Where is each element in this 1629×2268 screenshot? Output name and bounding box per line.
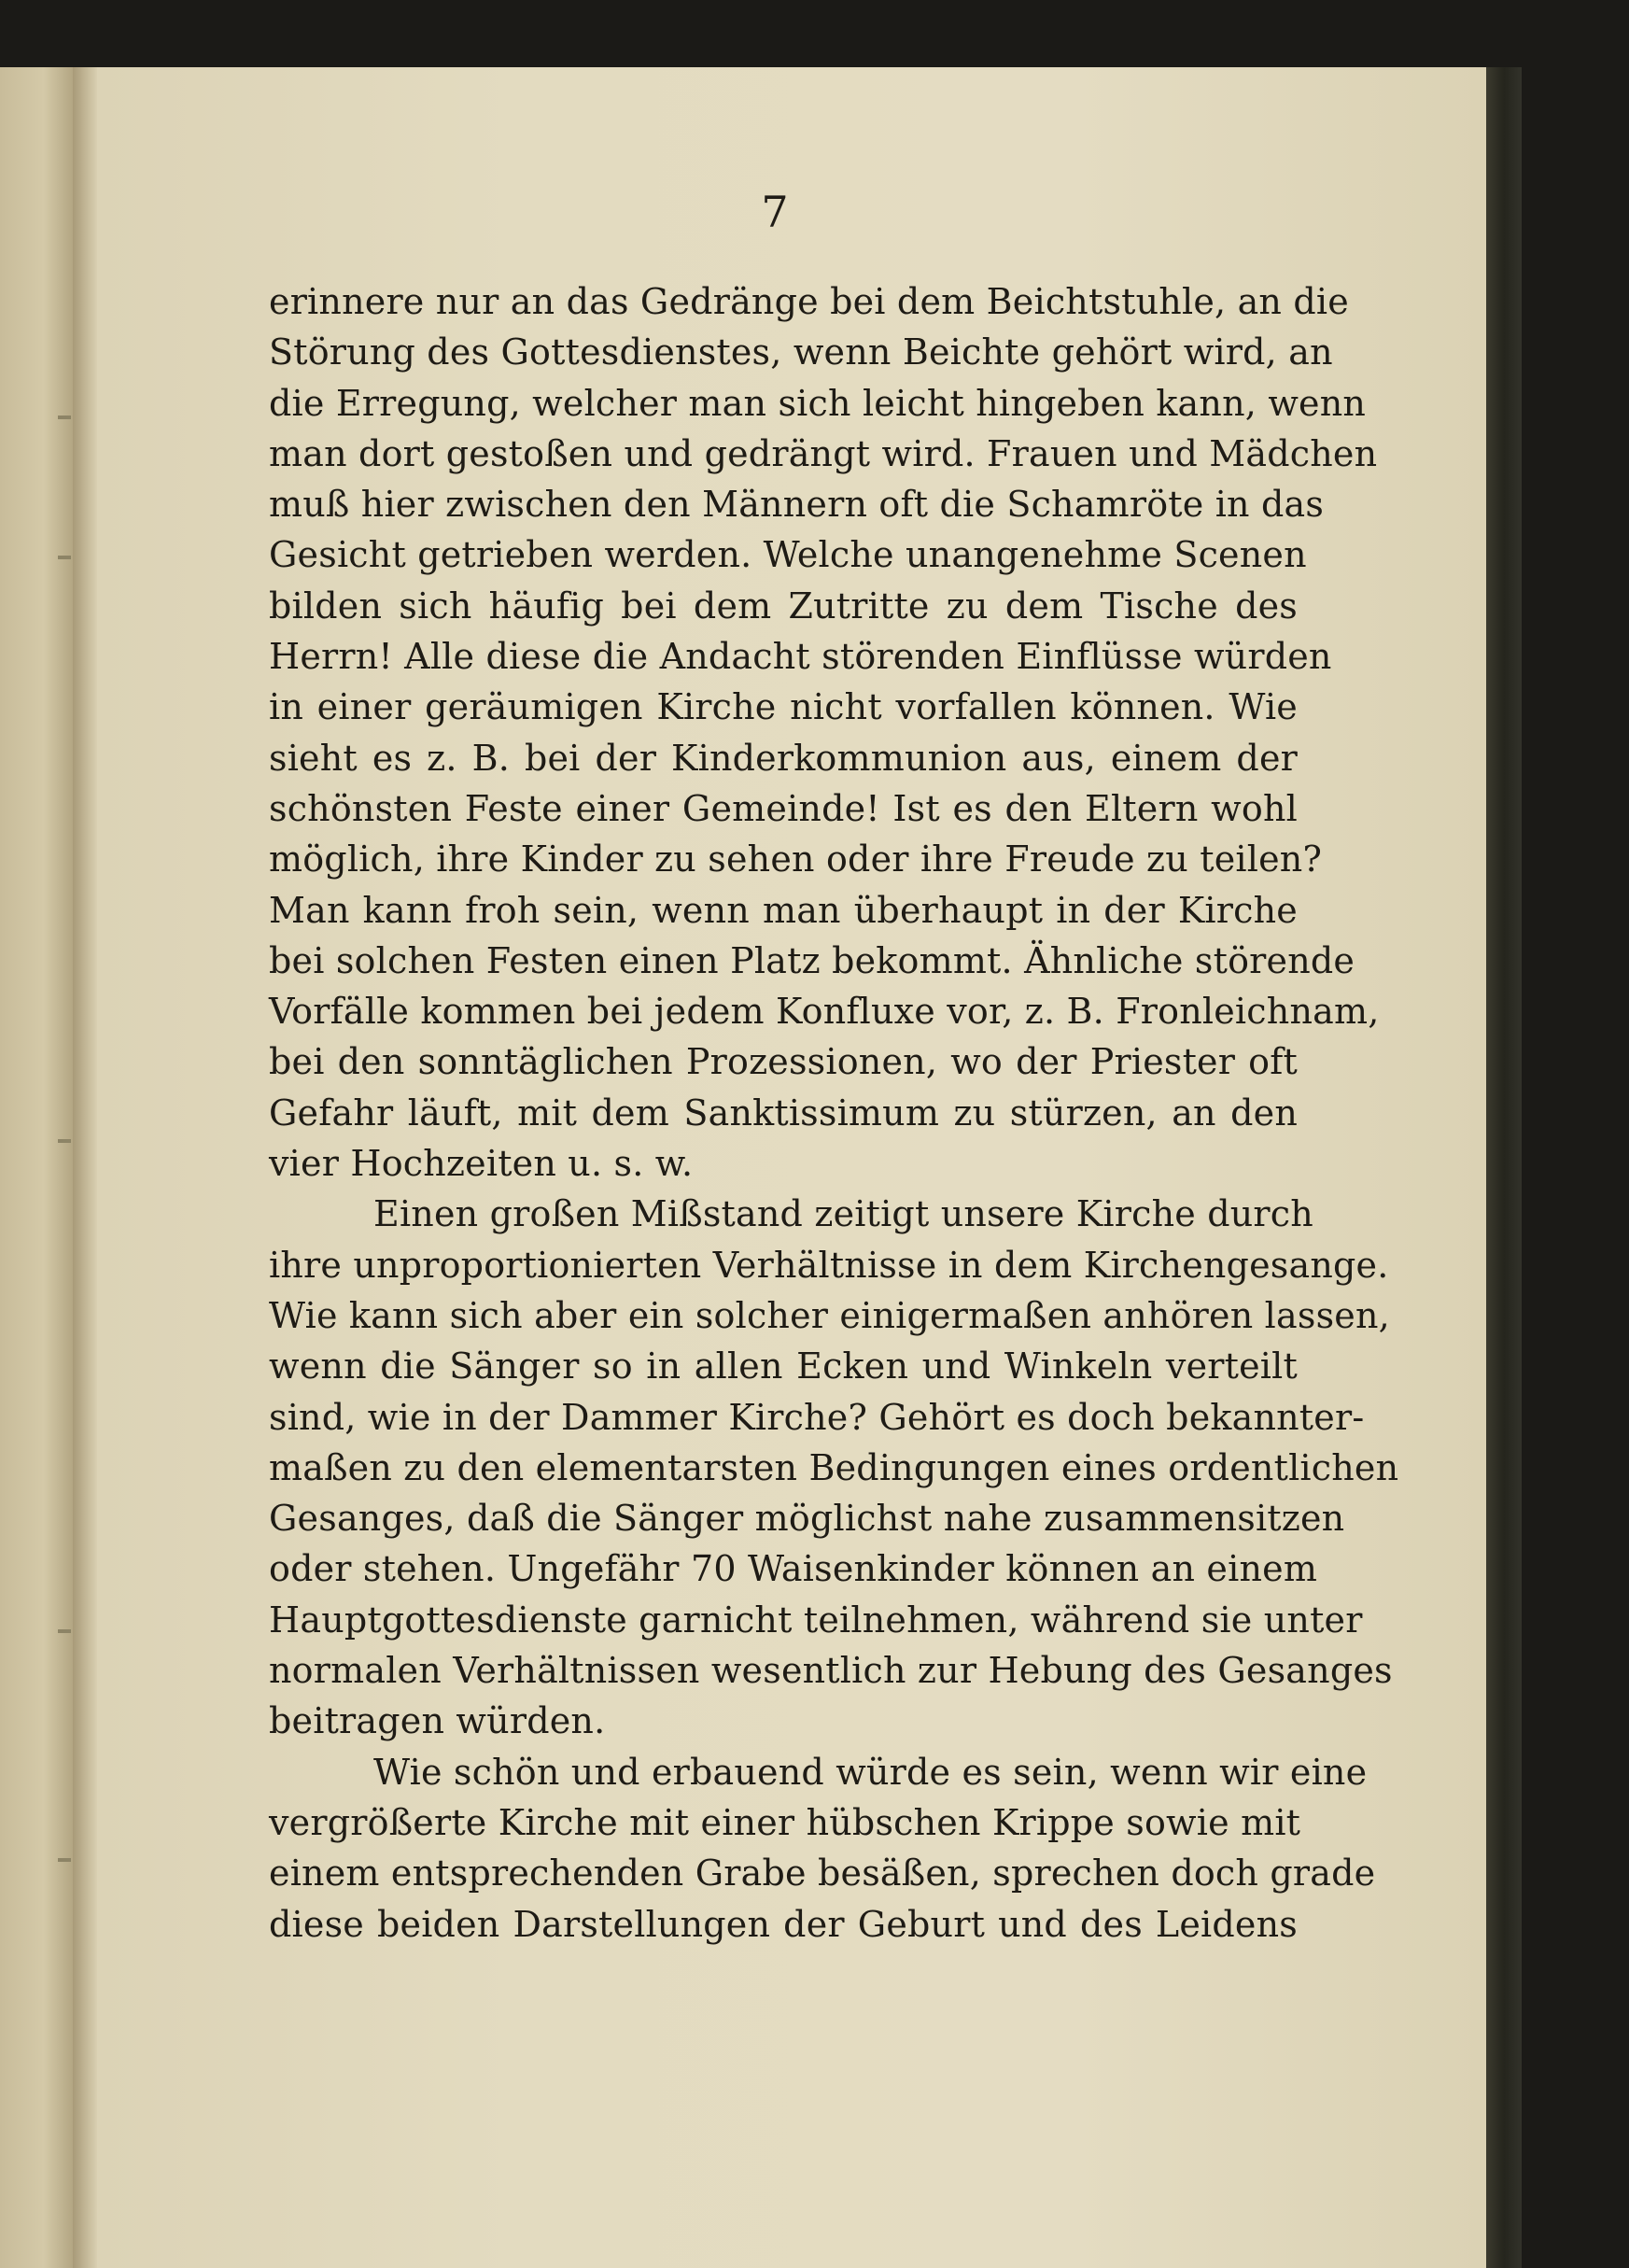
edge-mark: [58, 1858, 71, 1862]
text-line: vergrößerte Kirche mit einer hübschen Krippe sowie mit: [269, 1801, 1301, 1843]
text-line: Herrn! Alle diese die Andacht störenden Einflüsse würden: [269, 636, 1332, 678]
edge-mark: [58, 1629, 71, 1633]
text-line: Hauptgottesdienste garnicht teilnehmen, während sie unter: [269, 1599, 1363, 1641]
previous-page-edge: [0, 67, 73, 2268]
text-line: schönsten Feste einer Gemeinde! Ist es den Eltern wohl: [269, 787, 1298, 829]
text-line: einem entsprechenden Grabe besäßen, sprechen doch grade: [269, 1852, 1376, 1895]
text-line: beitragen würden.: [269, 1700, 606, 1742]
text-line: sind, wie in der Dammer Kirche? Gehört es doch bekannter-: [269, 1396, 1365, 1438]
text-line: Vorfälle kommen bei jedem Konfluxe vor, z. B. Fronleichnam,: [269, 991, 1380, 1033]
text-line: Wie kann sich aber ein solcher einigermaßen anhören lassen,: [269, 1294, 1390, 1336]
edge-mark: [58, 556, 71, 559]
text-line: wenn die Sänger so in allen Ecken und Winkeln verteilt: [269, 1345, 1298, 1388]
text-line: Einen großen Mißstand zeitigt unsere Kirche durch: [373, 1193, 1313, 1235]
text-line: Man kann froh sein, wenn man überhaupt in der Kirche: [269, 889, 1298, 931]
text-line: ihre unproportionierten Verhältnisse in dem Kirchengesange.: [269, 1244, 1389, 1286]
body-text: [269, 276, 1399, 1950]
text-line: bei den sonntäglichen Prozessionen, wo der Priester oft: [269, 1041, 1298, 1083]
text-line: Gesanges, daß die Sänger möglichst nahe zusammensitzen: [269, 1498, 1345, 1540]
text-line: vier Hochzeiten u. s. w.: [269, 1143, 694, 1185]
edge-mark: [58, 416, 71, 419]
text-line: maßen zu den elementarsten Bedingungen eines ordentlichen: [269, 1446, 1399, 1488]
book-spine: [1486, 67, 1522, 2268]
book-gutter: [73, 67, 97, 2268]
text-line: oder stehen. Ungefähr 70 Waisenkinder können an einem: [269, 1548, 1318, 1590]
text-line: Gesicht getrieben werden. Welche unangenehme Scenen: [269, 534, 1307, 576]
text-line: Wie schön und erbauend würde es sein, wenn wir eine: [373, 1751, 1368, 1793]
text-line: in einer geräumigen Kirche nicht vorfallen können. Wie: [269, 686, 1298, 728]
text-line: erinnere nur an das Gedränge bei dem Beichtstuhle, an die: [269, 281, 1349, 322]
text-line: die Erregung, welcher man sich leicht hingeben kann, wenn: [269, 382, 1367, 424]
text-line: diese beiden Darstellungen der Geburt und des Leidens: [269, 1903, 1298, 1945]
text-line: Gefahr läuft, mit dem Sanktissimum zu stürzen, an den: [269, 1092, 1298, 1134]
edge-mark: [58, 1139, 71, 1143]
text-line: normalen Verhältnissen wesentlich zur Hebung des Gesanges: [269, 1650, 1393, 1692]
text-line: bilden sich häufig bei dem Zutritte zu dem Tische des: [269, 585, 1298, 627]
text-line: muß hier zwischen den Männern oft die Schamröte in das: [269, 484, 1325, 526]
page-number: 7: [761, 187, 789, 237]
text-line: Störung des Gottesdienstes, wenn Beichte gehört wird, an: [269, 331, 1333, 373]
text-line: sieht es z. B. bei der Kinderkommunion aus, einem der: [269, 737, 1298, 779]
text-line: bei solchen Festen einen Platz bekommt. Ähnliche störende: [269, 939, 1355, 981]
text-line: möglich, ihre Kinder zu sehen oder ihre Freude zu teilen?: [269, 838, 1323, 880]
text-line: man dort gestoßen und gedrängt wird. Frauen und Mädchen: [269, 432, 1378, 474]
